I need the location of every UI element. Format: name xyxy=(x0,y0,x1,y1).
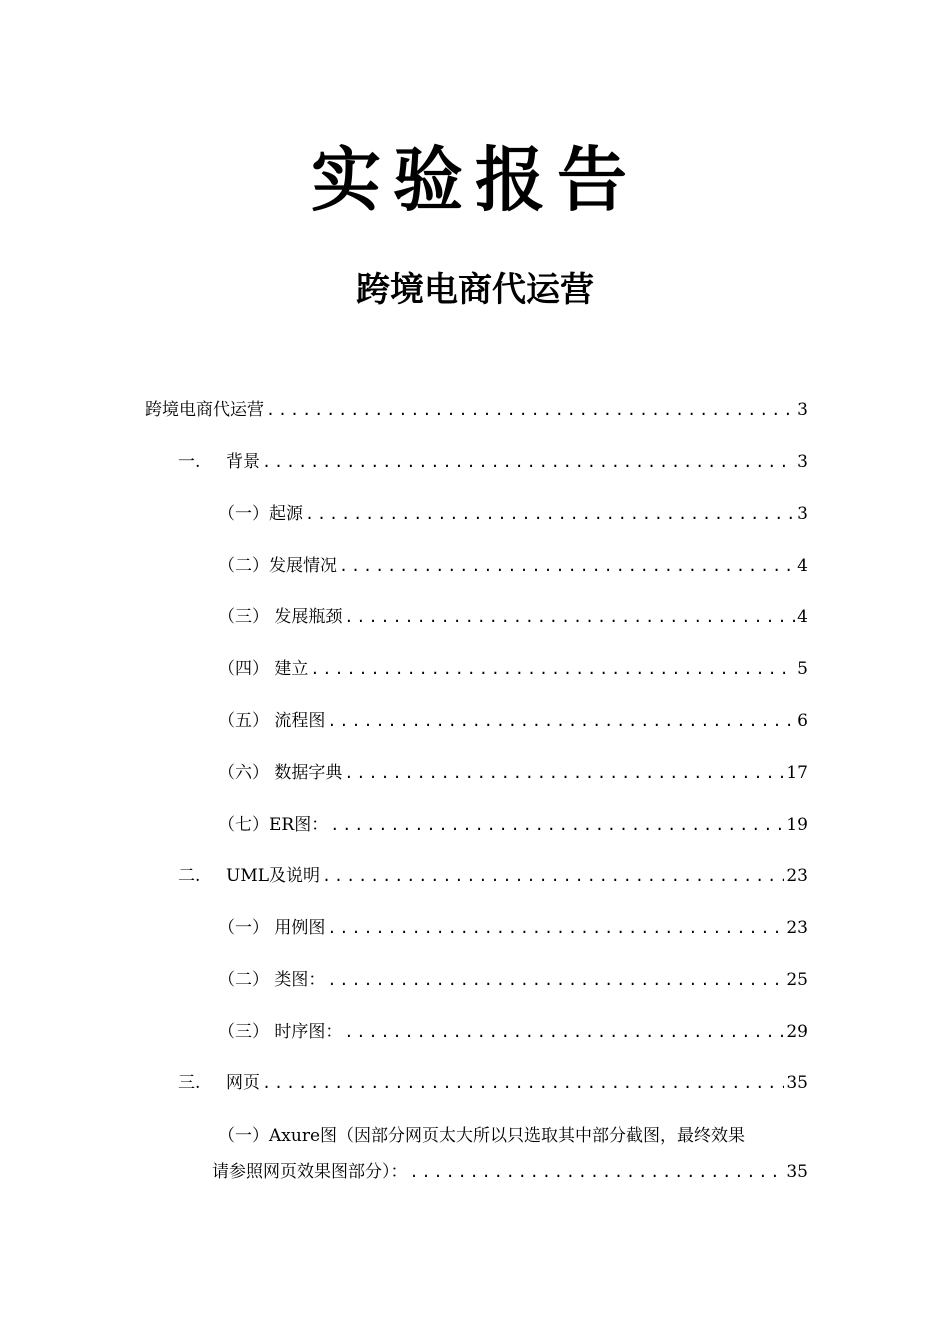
toc-entry[interactable] xyxy=(218,916,808,940)
toc-entry-page: 3 xyxy=(797,452,808,472)
toc-entry-title: 背景 xyxy=(226,452,260,472)
report-title: 实验报告 xyxy=(311,138,639,221)
toc-leader-dots xyxy=(262,1071,784,1095)
toc-leader-dots xyxy=(322,864,784,888)
toc-entry[interactable] xyxy=(145,398,808,422)
toc-leader-dots xyxy=(344,605,795,629)
toc-leader-dots xyxy=(344,1020,784,1044)
toc-entry-page: 3 xyxy=(797,400,808,420)
toc-leader-dots xyxy=(305,502,795,526)
toc-leader-dots xyxy=(327,916,784,940)
toc-entry-page: 17 xyxy=(786,763,808,783)
toc-entry-page: 25 xyxy=(786,970,808,990)
toc-entry[interactable] xyxy=(178,864,808,888)
toc-entry-number: 三. xyxy=(178,1073,201,1093)
toc-entry-title: （三） 发展瓶颈 xyxy=(218,607,343,627)
toc-entry-title: UML及说明 xyxy=(226,866,321,886)
toc-entry-page: 4 xyxy=(797,556,808,576)
toc-entry-page: 5 xyxy=(797,659,808,679)
toc-entry[interactable] xyxy=(218,761,808,785)
toc-entry-page: 19 xyxy=(786,815,808,835)
toc-leader-dots xyxy=(339,554,795,578)
toc-entry[interactable] xyxy=(178,450,808,474)
toc-leader-dots xyxy=(344,761,784,785)
toc-entry-title: （六） 数据字典 xyxy=(218,763,343,783)
toc-entry-page: 3 xyxy=(797,504,808,524)
toc-entry[interactable] xyxy=(218,502,808,526)
toc-entry[interactable] xyxy=(218,1020,808,1044)
toc-leader-dots xyxy=(330,813,784,837)
toc-entry-title: 跨境电商代运营 xyxy=(145,400,264,420)
toc-entry[interactable] xyxy=(218,813,808,837)
toc-entry-title: （一） 用例图 xyxy=(218,918,326,938)
toc-leader-dots xyxy=(327,968,784,992)
toc-leader-dots xyxy=(327,709,795,733)
toc-entry-title: （五） 流程图 xyxy=(218,711,326,731)
toc-entry-title: 请参照网页效果图部分）： xyxy=(212,1162,408,1182)
toc-entry[interactable] xyxy=(218,968,808,992)
toc-entry[interactable] xyxy=(178,1071,808,1095)
toc-entry[interactable] xyxy=(218,605,808,629)
toc-entry-page: 35 xyxy=(786,1073,808,1093)
toc-entry-page: 4 xyxy=(797,607,808,627)
toc-entry-title: （三） 时序图： xyxy=(218,1022,343,1042)
toc-entry-title: 网页 xyxy=(226,1073,260,1093)
toc-entry-page: 6 xyxy=(797,711,808,731)
toc-entry[interactable] xyxy=(218,554,808,578)
toc-entry-wrapped-title[interactable]: （一）Axure图（因部分网页太大所以只选取其中部分截图，最终效果 xyxy=(218,1126,745,1146)
report-subtitle: 跨境电商代运营 xyxy=(356,270,594,310)
toc-entry-page: 23 xyxy=(786,918,808,938)
toc-entry-title: （七）ER图： xyxy=(218,815,329,835)
toc-entry-number: 一. xyxy=(178,452,201,472)
toc-entry-title: （二） 类图： xyxy=(218,970,326,990)
toc-entry[interactable] xyxy=(212,1160,808,1184)
toc-entry-title: （四） 建立 xyxy=(218,659,309,679)
toc-entry-title: （二）发展情况 xyxy=(218,556,337,576)
toc-leader-dots xyxy=(410,1160,785,1184)
toc-entry-number: 二. xyxy=(178,866,201,886)
toc-entry-page: 29 xyxy=(786,1022,808,1042)
toc-entry[interactable] xyxy=(218,657,808,681)
toc-leader-dots xyxy=(266,398,795,422)
toc-entry-title: （一）起源 xyxy=(218,504,303,524)
toc-leader-dots xyxy=(262,450,795,474)
toc-entry-page: 35 xyxy=(786,1162,808,1182)
toc-leader-dots xyxy=(310,657,795,681)
toc-entry[interactable] xyxy=(218,709,808,733)
toc-entry-page: 23 xyxy=(786,866,808,886)
